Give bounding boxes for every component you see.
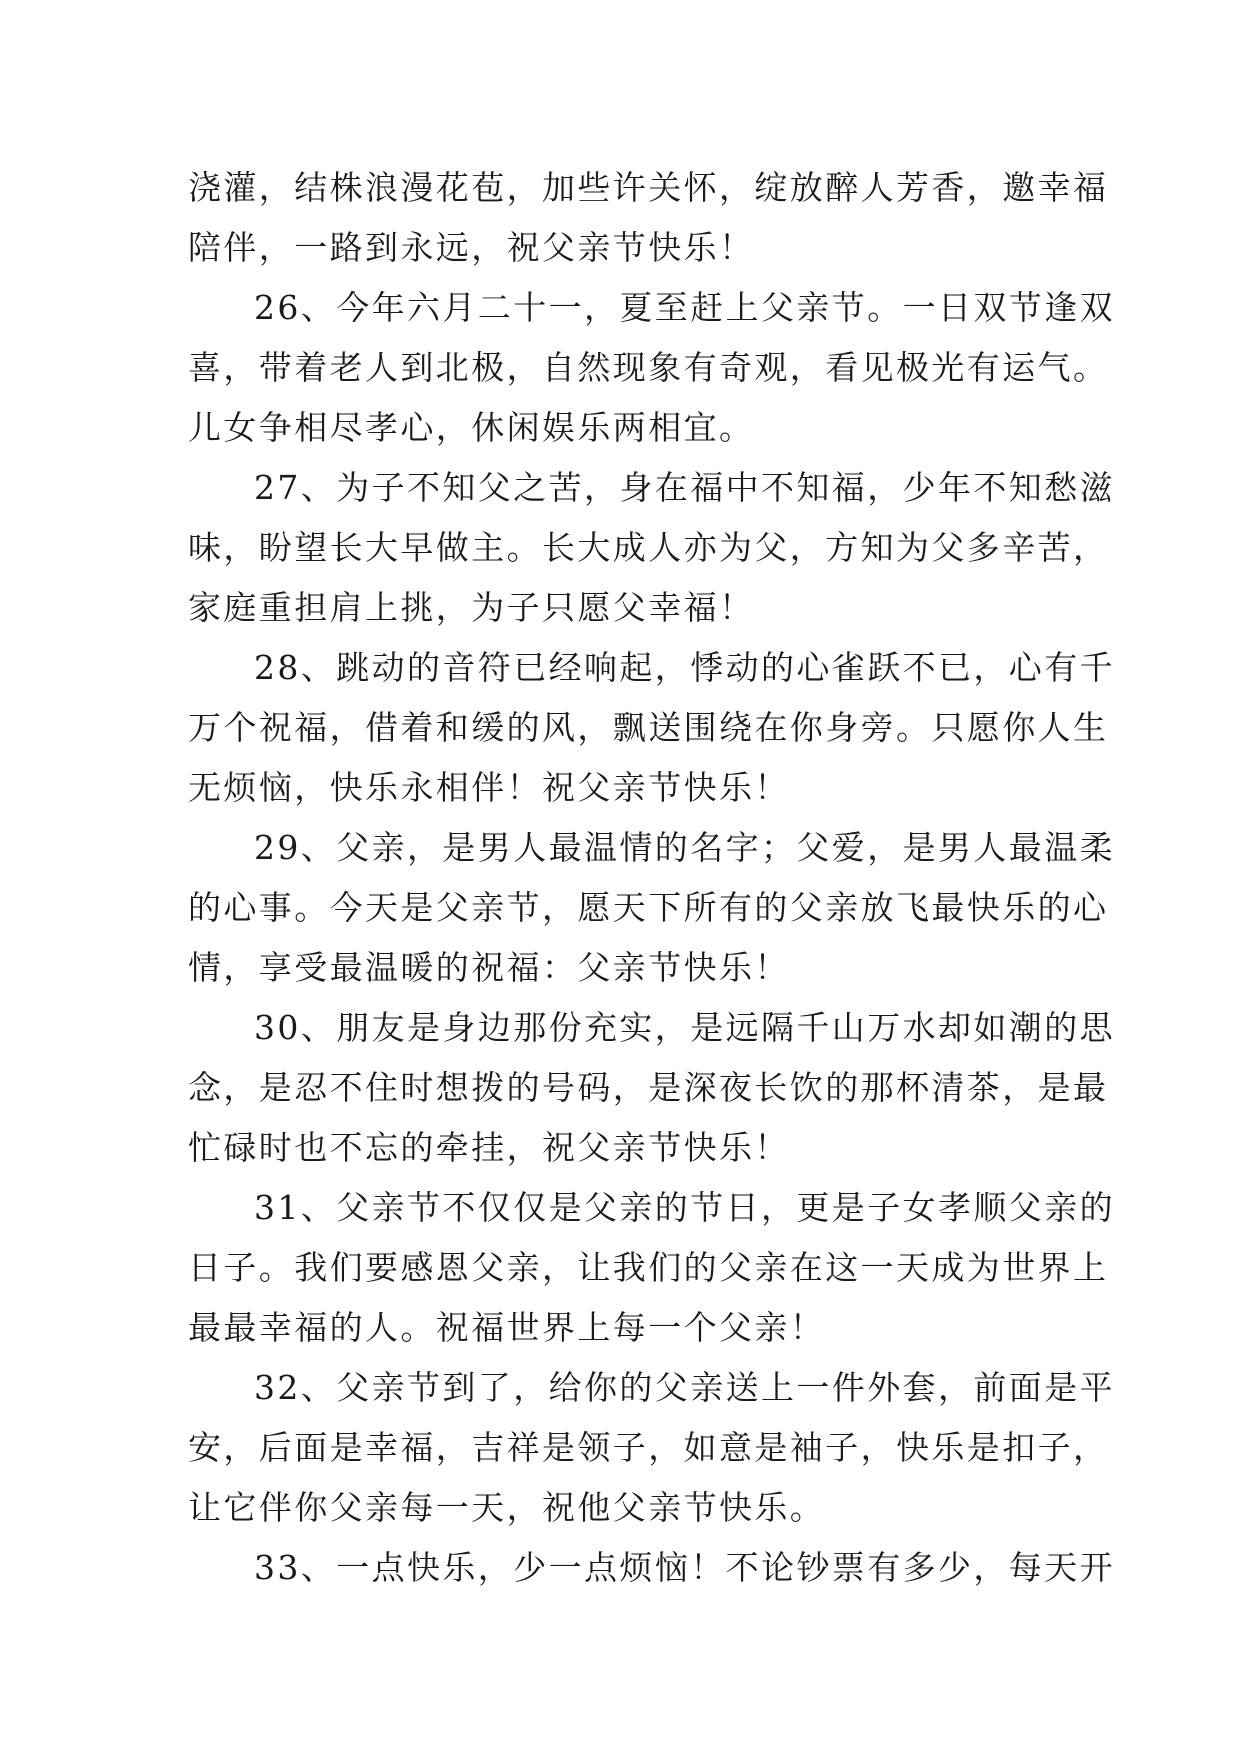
paragraph-start-27: 27、为子不知父之苦，身在福中不知福，少年不知愁滋 [254,468,1115,507]
document-body [188,158,1115,1598]
text-line: 日子。我们要感恩父亲，让我们的父亲在这一天成为世界上 [188,1248,1109,1287]
text-line: 情，享受最温暖的祝福：父亲节快乐！ [188,948,790,987]
paragraph-start-28: 28、跳动的音符已经响起，悸动的心雀跃不已，心有千 [254,648,1115,687]
text-line: 家庭重担肩上挑，为子只愿父幸福！ [188,588,755,627]
paragraph-start-31: 31、父亲节不仅仅是父亲的节日，更是子女孝顺父亲的 [254,1188,1115,1227]
paragraph-start-32: 32、父亲节到了，给你的父亲送上一件外套，前面是平 [254,1368,1115,1407]
text-line: 浇灌，结株浪漫花苞，加些许关怀，绽放醉人芳香，邀幸福 [188,168,1109,207]
text-line: 忙碌时也不忘的牵挂，祝父亲节快乐！ [188,1128,790,1167]
text-line: 儿女争相尽孝心，休闲娱乐两相宜。 [188,408,755,447]
paragraph-start-33: 33、一点快乐，少一点烦恼！不论钞票有多少，每天开 [254,1548,1115,1587]
text-line: 陪伴，一路到永远，祝父亲节快乐！ [188,228,755,267]
text-line: 念，是忍不住时想拨的号码，是深夜长饮的那杯清茶，是最 [188,1068,1109,1107]
text-line: 喜，带着老人到北极，自然现象有奇观，看见极光有运气。 [188,348,1109,387]
paragraph-start-30: 30、朋友是身边那份充实，是远隔千山万水却如潮的思 [254,1008,1115,1047]
paragraph-start-29: 29、父亲，是男人最温情的名字；父爱，是男人最温柔 [254,828,1115,867]
text-line: 安，后面是幸福，吉祥是领子，如意是袖子，快乐是扣子， [188,1428,1109,1467]
text-line: 无烦恼，快乐永相伴！祝父亲节快乐！ [188,768,790,807]
text-line: 万个祝福，借着和缓的风，飘送围绕在你身旁。只愿你人生 [188,708,1109,747]
text-line: 味，盼望长大早做主。长大成人亦为父，方知为父多辛苦， [188,528,1109,567]
text-line: 的心事。今天是父亲节，愿天下所有的父亲放飞最快乐的心 [188,888,1109,927]
text-line: 最最幸福的人。祝福世界上每一个父亲！ [188,1308,826,1347]
paragraph-start-26: 26、今年六月二十一，夏至赶上父亲节。一日双节逢双 [254,288,1115,327]
text-line: 让它伴你父亲每一天，祝他父亲节快乐。 [188,1488,826,1527]
